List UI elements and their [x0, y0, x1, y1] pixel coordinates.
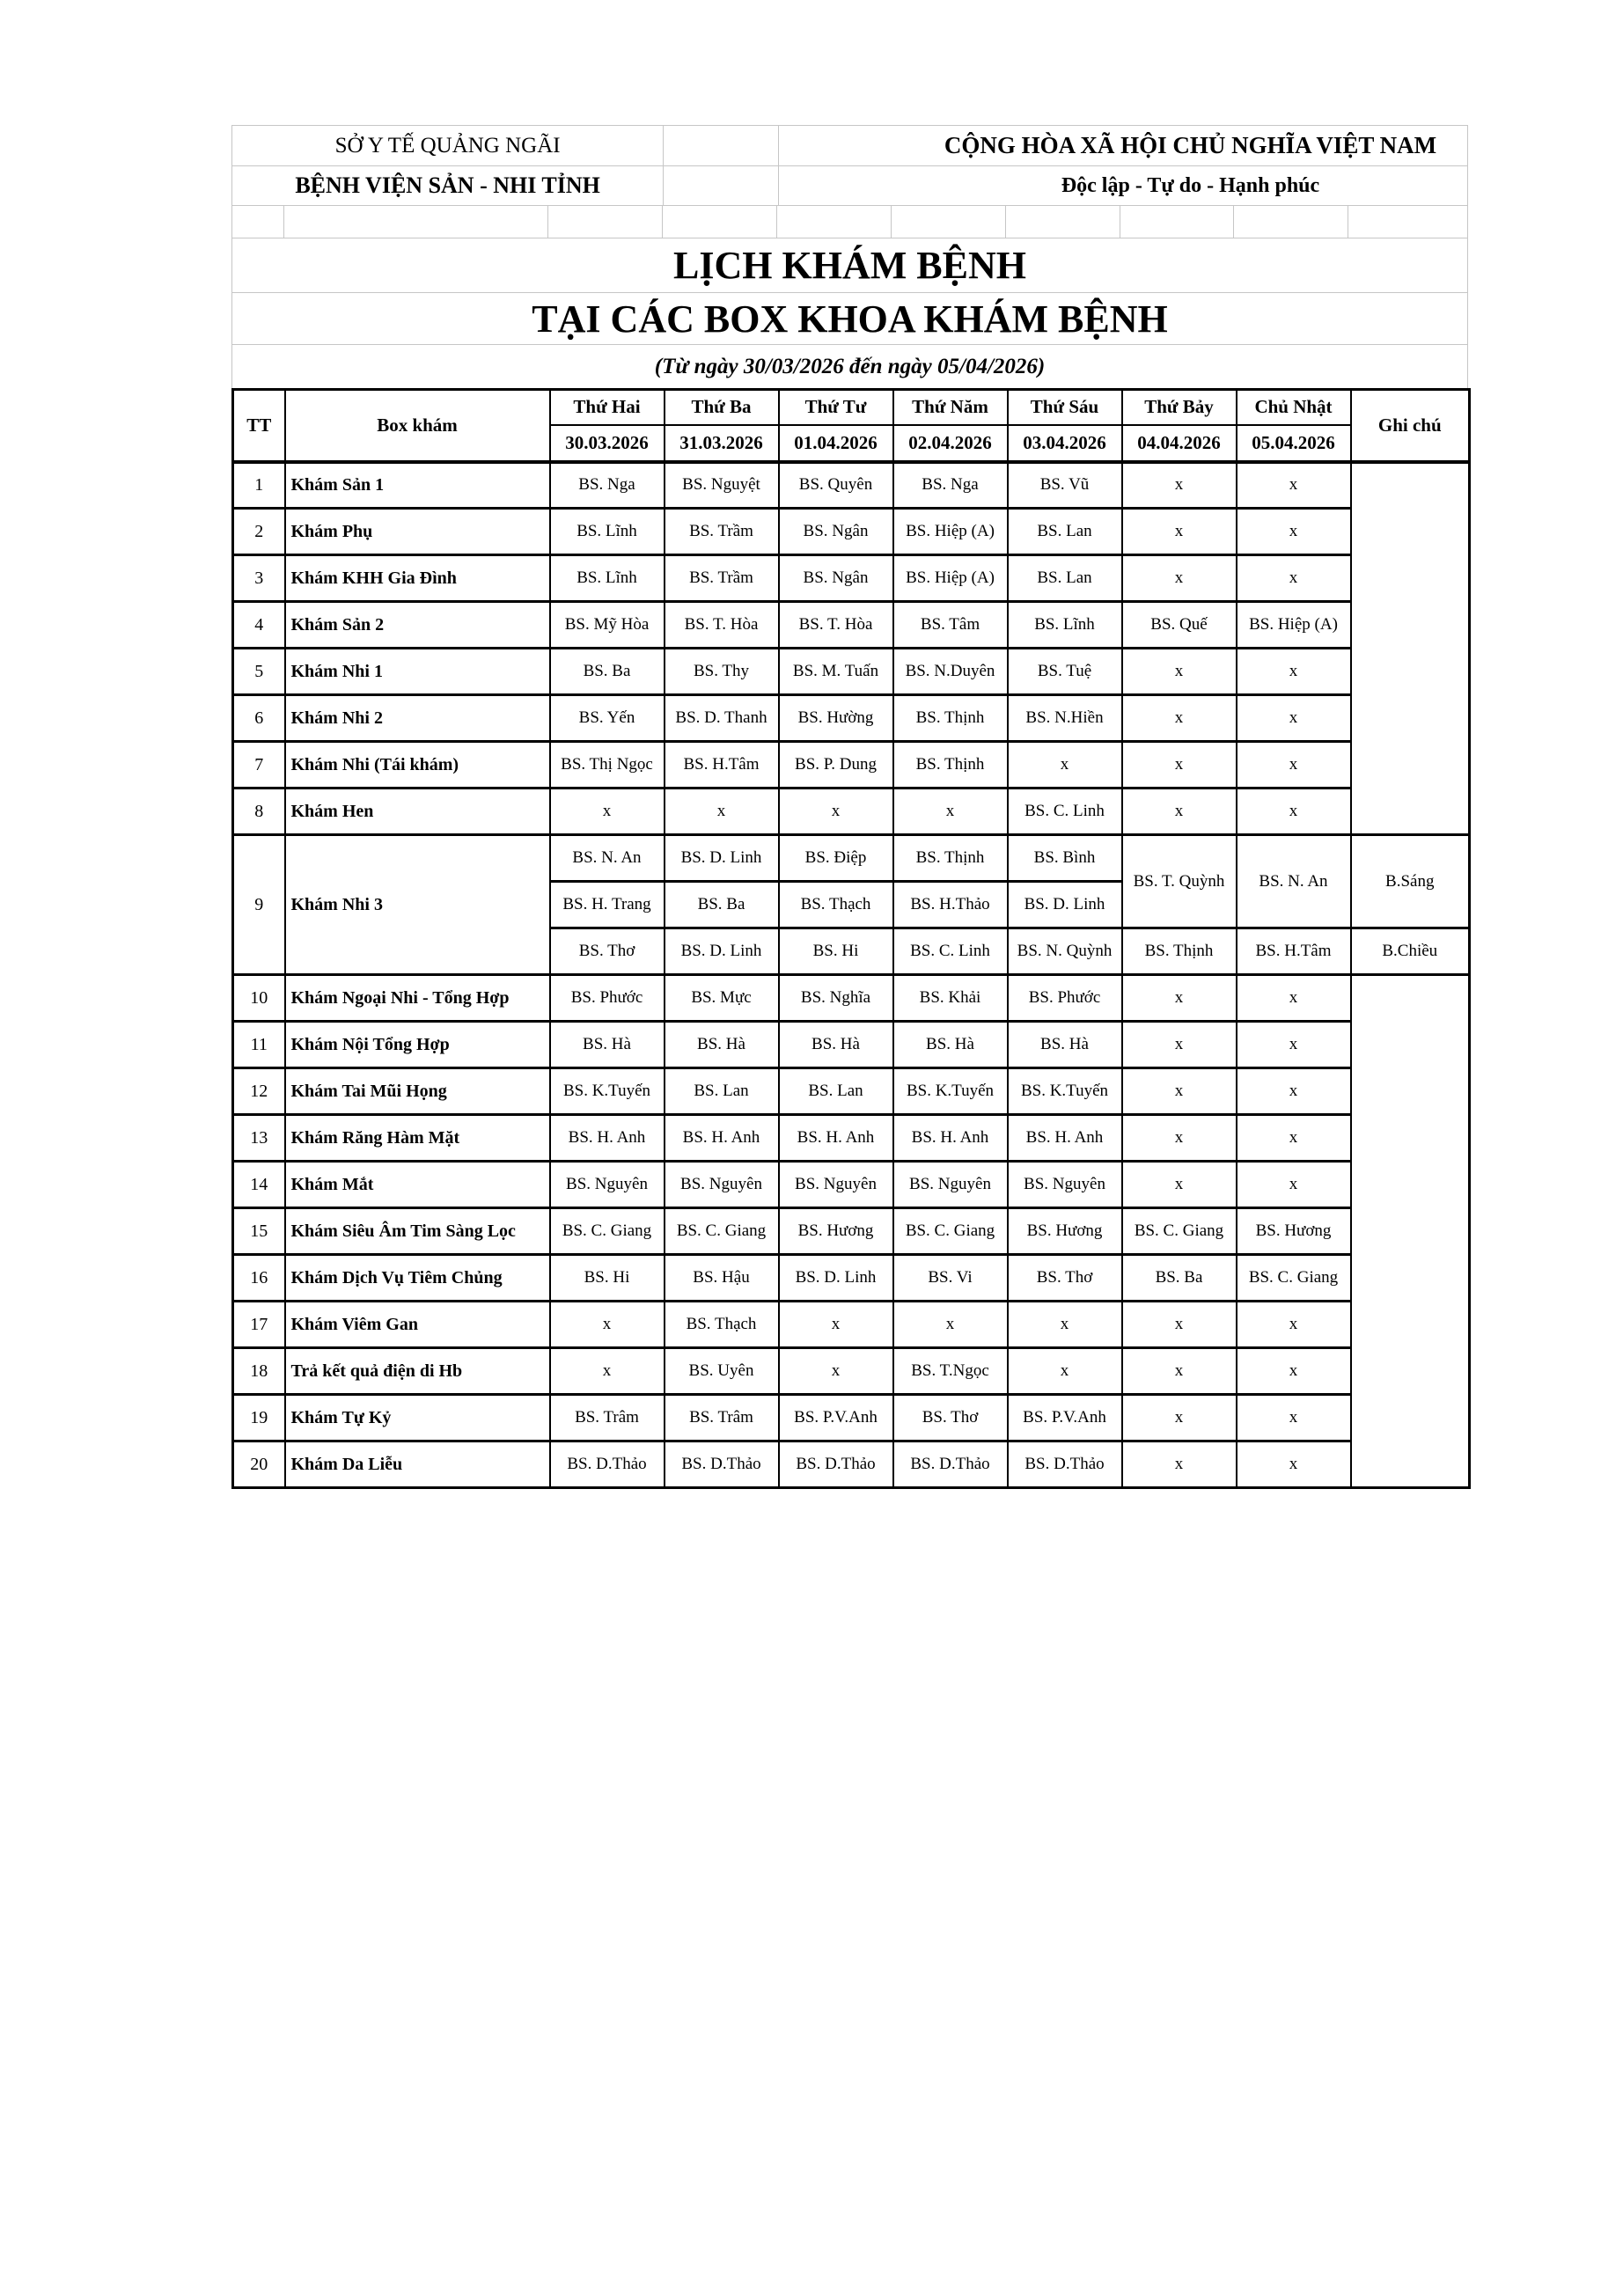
doctor-assignment: BS. T. Hòa: [665, 602, 779, 649]
doctor-assignment: BS. Thịnh: [893, 742, 1008, 789]
doctor-assignment: BS. Uyên: [665, 1348, 779, 1395]
doctor-assignment: x: [1237, 1162, 1351, 1208]
doctor-assignment: BS. P.V.Anh: [1008, 1395, 1122, 1441]
empty-grid-cell: [232, 206, 284, 238]
doctor-assignment: BS. D.Thảo: [665, 1441, 779, 1488]
doctor-assignment: BS. Hà: [550, 1022, 665, 1068]
doctor-assignment: BS. H. Anh: [779, 1115, 893, 1162]
doctor-assignment: BS. M. Tuấn: [779, 649, 893, 695]
doctor-assignment: BS. C. Giang: [1122, 1208, 1237, 1255]
note-empty-cell: [1351, 462, 1470, 835]
clinic-box-name: Khám Phụ: [285, 509, 550, 555]
doctor-assignment: x: [550, 1302, 665, 1348]
row-index: 11: [233, 1022, 285, 1068]
empty-grid-cell: [548, 206, 663, 238]
doctor-assignment: BS. Nguyên: [1008, 1162, 1122, 1208]
doctor-assignment: BS. Mực: [665, 975, 779, 1022]
doctor-assignment: x: [1237, 1022, 1351, 1068]
hospital-name: BỆNH VIỆN SẢN - NHI TỈNH: [232, 166, 664, 205]
doctor-assignment: BS. H. Anh: [893, 1115, 1008, 1162]
health-department-name: SỞ Y TẾ QUẢNG NGÃI: [232, 126, 664, 165]
clinic-box-name: Trả kết quả điện di Hb: [285, 1348, 550, 1395]
doctor-assignment: BS. K.Tuyến: [893, 1068, 1008, 1115]
clinic-box-name: Khám Mắt: [285, 1162, 550, 1208]
doctor-assignment: x: [1237, 509, 1351, 555]
doctor-assignment: x: [1122, 649, 1237, 695]
row-index: 10: [233, 975, 285, 1022]
doctor-assignment: BS. Hương: [1008, 1208, 1122, 1255]
doctor-assignment: x: [1237, 789, 1351, 835]
date-header-wednesday: 01.04.2026: [779, 425, 893, 462]
doctor-assignment: BS. T.Ngọc: [893, 1348, 1008, 1395]
doctor-assignment: BS. C. Linh: [893, 928, 1008, 975]
doctor-assignment: x: [779, 1302, 893, 1348]
doctor-assignment: BS. Tuệ: [1008, 649, 1122, 695]
doctor-assignment: x: [1237, 555, 1351, 602]
doctor-assignment: BS. Hà: [1008, 1022, 1122, 1068]
doctor-assignment: BS. Hường: [779, 695, 893, 742]
doctor-assignment: BS. Ngân: [779, 555, 893, 602]
schedule-row: [233, 462, 1470, 509]
row-index: 19: [233, 1395, 285, 1441]
schedule-row: [233, 1255, 1470, 1302]
schedule-row: [233, 1348, 1470, 1395]
schedule-row: [233, 789, 1470, 835]
letterhead-empty-cell: [664, 166, 779, 205]
doctor-assignment: BS. H. Trang: [550, 882, 665, 928]
column-header-tt: TT: [233, 390, 285, 462]
national-motto: Độc lập - Tự do - Hạnh phúc: [1061, 173, 1320, 197]
doctor-assignment: BS. Lĩnh: [550, 509, 665, 555]
doctor-assignment: BS. Ba: [550, 649, 665, 695]
doctor-assignment: BS. Lan: [1008, 509, 1122, 555]
doctor-assignment: x: [779, 1348, 893, 1395]
doctor-assignment: BS. Mỹ Hòa: [550, 602, 665, 649]
empty-grid-cell: [284, 206, 549, 238]
doctor-assignment: BS. H. Anh: [550, 1115, 665, 1162]
empty-grid-row: [231, 205, 1468, 238]
doctor-assignment: x: [1237, 1348, 1351, 1395]
day-header-monday: Thứ Hai: [550, 390, 665, 425]
schedule-row: [233, 1441, 1470, 1488]
row-index: 7: [233, 742, 285, 789]
doctor-assignment: BS. Nga: [893, 462, 1008, 509]
row-index: 3: [233, 555, 285, 602]
doctor-assignment: x: [1122, 1162, 1237, 1208]
schedule-row: [233, 1115, 1470, 1162]
doctor-assignment: x: [1122, 975, 1237, 1022]
doctor-assignment: x: [1237, 742, 1351, 789]
doctor-assignment: BS. Lan: [779, 1068, 893, 1115]
title-row-2: [231, 292, 1468, 344]
schedule-row: [233, 1068, 1470, 1115]
doctor-assignment: BS. C. Linh: [1008, 789, 1122, 835]
doctor-assignment: x: [1122, 1441, 1237, 1488]
schedule-row: [233, 1162, 1470, 1208]
empty-grid-cell: [892, 206, 1006, 238]
doctor-assignment: BS. Hi: [779, 928, 893, 975]
doctor-assignment: BS. Thạch: [665, 1302, 779, 1348]
doctor-assignment: x: [1237, 1068, 1351, 1115]
empty-grid-cell: [1234, 206, 1348, 238]
empty-grid-cell: [663, 206, 777, 238]
clinic-box-name: Khám Da Liễu: [285, 1441, 550, 1488]
doctor-assignment: BS. K.Tuyến: [1008, 1068, 1122, 1115]
row-index: 6: [233, 695, 285, 742]
doctor-assignment: BS. Khải: [893, 975, 1008, 1022]
doctor-assignment: x: [1122, 509, 1237, 555]
doctor-assignment: BS. D. Linh: [665, 928, 779, 975]
date-header-thursday: 02.04.2026: [893, 425, 1008, 462]
day-header-thursday: Thứ Năm: [893, 390, 1008, 425]
doctor-assignment: BS. P.V.Anh: [779, 1395, 893, 1441]
schedule-row: [233, 555, 1470, 602]
doctor-assignment: x: [1237, 695, 1351, 742]
row-index: 9: [233, 835, 285, 975]
doctor-assignment: BS. Thơ: [893, 1395, 1008, 1441]
day-header-friday: Thứ Sáu: [1008, 390, 1122, 425]
doctor-assignment: BS. T. Hòa: [779, 602, 893, 649]
clinic-box-name: Khám Nội Tổng Hợp: [285, 1022, 550, 1068]
doctor-assignment: BS. Nguyên: [779, 1162, 893, 1208]
doctor-assignment: x: [1122, 1302, 1237, 1348]
doctor-assignment: BS. Hà: [665, 1022, 779, 1068]
row-index: 18: [233, 1348, 285, 1395]
doctor-assignment: x: [1237, 1441, 1351, 1488]
row-index: 20: [233, 1441, 285, 1488]
page-subtitle: TẠI CÁC BOX KHOA KHÁM BỆNH: [532, 297, 1168, 341]
doctor-assignment: BS. Hi: [550, 1255, 665, 1302]
clinic-box-name: Khám Dịch Vụ Tiêm Chủng: [285, 1255, 550, 1302]
doctor-assignment: BS. Trâm: [550, 1395, 665, 1441]
title-row-3: [231, 344, 1468, 388]
row-index: 4: [233, 602, 285, 649]
date-header-monday: 30.03.2026: [550, 425, 665, 462]
doctor-assignment: x: [1122, 462, 1237, 509]
schedule-row: [233, 975, 1470, 1022]
doctor-assignment: BS. Hà: [893, 1022, 1008, 1068]
doctor-assignment: BS. Nghĩa: [779, 975, 893, 1022]
doctor-assignment: BS. Lan: [1008, 555, 1122, 602]
doctor-assignment: x: [1237, 462, 1351, 509]
doctor-assignment: BS. Lĩnh: [550, 555, 665, 602]
doctor-assignment: x: [893, 789, 1008, 835]
schedule-table: [231, 388, 1471, 1489]
schedule-row: [233, 1022, 1470, 1068]
doctor-assignment: x: [1122, 1348, 1237, 1395]
date-header-saturday: 04.04.2026: [1122, 425, 1237, 462]
row-index: 14: [233, 1162, 285, 1208]
letterhead-row-1: [231, 125, 1468, 165]
clinic-box-name: Khám Sản 1: [285, 462, 550, 509]
doctor-assignment: BS. Nguyên: [893, 1162, 1008, 1208]
doctor-assignment: BS. N.Duyên: [893, 649, 1008, 695]
letterhead-empty-cell: [664, 126, 779, 165]
doctor-assignment: BS. Nguyên: [550, 1162, 665, 1208]
row-index: 13: [233, 1115, 285, 1162]
doctor-assignment: x: [779, 789, 893, 835]
row-index: 1: [233, 462, 285, 509]
doctor-assignment: x: [1122, 1395, 1237, 1441]
note-afternoon: B.Chiều: [1351, 928, 1470, 975]
clinic-box-name: Khám Nhi 2: [285, 695, 550, 742]
doctor-assignment: BS. Vũ: [1008, 462, 1122, 509]
doctor-assignment: BS. Hậu: [665, 1255, 779, 1302]
row-index: 15: [233, 1208, 285, 1255]
empty-grid-cell: [1006, 206, 1120, 238]
doctor-assignment: BS. Thị Ngọc: [550, 742, 665, 789]
doctor-assignment: BS. Ba: [665, 882, 779, 928]
doctor-assignment: x: [1122, 695, 1237, 742]
doctor-assignment: BS. D. Thanh: [665, 695, 779, 742]
clinic-box-name: Khám Nhi 1: [285, 649, 550, 695]
doctor-assignment: BS. C. Giang: [1237, 1255, 1351, 1302]
doctor-assignment: BS. Thịnh: [893, 695, 1008, 742]
column-header-note: Ghi chú: [1351, 390, 1470, 462]
row-index: 12: [233, 1068, 285, 1115]
row-index: 5: [233, 649, 285, 695]
doctor-assignment: BS. Vi: [893, 1255, 1008, 1302]
schedule-row: [233, 602, 1470, 649]
doctor-assignment: BS. Hiệp (A): [893, 509, 1008, 555]
doctor-assignment: BS. Trầm: [665, 555, 779, 602]
doctor-assignment: BS. H.Tâm: [665, 742, 779, 789]
doctor-assignment: x: [1122, 789, 1237, 835]
doctor-assignment: BS. H.Tâm: [1237, 928, 1351, 975]
doctor-assignment: x: [1237, 649, 1351, 695]
doctor-assignment: BS. Thịnh: [893, 835, 1008, 882]
day-header-wednesday: Thứ Tư: [779, 390, 893, 425]
doctor-assignment: BS. D.Thảo: [779, 1441, 893, 1488]
national-title: CỘNG HÒA XÃ HỘI CHỦ NGHĨA VIỆT NAM: [944, 132, 1437, 158]
doctor-assignment: BS. Thạch: [779, 882, 893, 928]
doctor-assignment: BS. Điệp: [779, 835, 893, 882]
note-morning: B.Sáng: [1351, 835, 1470, 928]
doctor-assignment: BS. Hà: [779, 1022, 893, 1068]
doctor-assignment: x: [550, 1348, 665, 1395]
doctor-assignment: x: [1237, 1115, 1351, 1162]
page-title: LỊCH KHÁM BỆNH: [673, 244, 1026, 287]
doctor-assignment: BS. Hiệp (A): [893, 555, 1008, 602]
date-header-sunday: 05.04.2026: [1237, 425, 1351, 462]
schedule-date-range: (Từ ngày 30/03/2026 đến ngày 05/04/2026): [654, 354, 1046, 378]
day-header-saturday: Thứ Bảy: [1122, 390, 1237, 425]
date-header-friday: 03.04.2026: [1008, 425, 1122, 462]
doctor-assignment: BS. Hương: [1237, 1208, 1351, 1255]
doctor-assignment: x: [893, 1302, 1008, 1348]
day-header-tuesday: Thứ Ba: [665, 390, 779, 425]
doctor-assignment: BS. D. Linh: [779, 1255, 893, 1302]
schedule-row: [233, 835, 1470, 882]
doctor-assignment: BS. Trầm: [665, 509, 779, 555]
clinic-box-name: Khám KHH Gia Đình: [285, 555, 550, 602]
doctor-assignment: BS. D. Linh: [1008, 882, 1122, 928]
doctor-assignment: BS. D.Thảo: [1008, 1441, 1122, 1488]
clinic-box-name: Khám Ngoại Nhi - Tổng Hợp: [285, 975, 550, 1022]
empty-grid-cell: [1348, 206, 1467, 238]
doctor-assignment: BS. N. Quỳnh: [1008, 928, 1122, 975]
doctor-assignment: BS. Lan: [665, 1068, 779, 1115]
doctor-assignment: BS. N. An: [1237, 835, 1351, 928]
clinic-box-name: Khám Tai Mũi Họng: [285, 1068, 550, 1115]
doctor-assignment: BS. Lĩnh: [1008, 602, 1122, 649]
doctor-assignment: BS. K.Tuyến: [550, 1068, 665, 1115]
doctor-assignment: BS. Hương: [779, 1208, 893, 1255]
doctor-assignment: BS. Phước: [1008, 975, 1122, 1022]
doctor-assignment: BS. Nga: [550, 462, 665, 509]
doctor-assignment: BS. Phước: [550, 975, 665, 1022]
clinic-box-name: Khám Hen: [285, 789, 550, 835]
doctor-assignment: BS. Thy: [665, 649, 779, 695]
doctor-assignment: BS. Thơ: [1008, 1255, 1122, 1302]
doctor-assignment: BS. Ba: [1122, 1255, 1237, 1302]
doctor-assignment: x: [1122, 1022, 1237, 1068]
clinic-box-name: Khám Nhi (Tái khám): [285, 742, 550, 789]
doctor-assignment: BS. Thơ: [550, 928, 665, 975]
doctor-assignment: x: [1122, 1115, 1237, 1162]
doctor-assignment: x: [1122, 555, 1237, 602]
doctor-assignment: x: [1122, 742, 1237, 789]
clinic-box-name: Khám Viêm Gan: [285, 1302, 550, 1348]
doctor-assignment: BS. Ngân: [779, 509, 893, 555]
empty-grid-cell: [777, 206, 892, 238]
empty-grid-cell: [1120, 206, 1235, 238]
doctor-assignment: BS. N. An: [550, 835, 665, 882]
schedule-row: [233, 649, 1470, 695]
doctor-assignment: BS. P. Dung: [779, 742, 893, 789]
schedule-row: [233, 1302, 1470, 1348]
letterhead-row-2: [231, 165, 1468, 205]
doctor-assignment: x: [1008, 1302, 1122, 1348]
doctor-assignment: BS. D.Thảo: [550, 1441, 665, 1488]
doctor-assignment: BS. D.Thảo: [893, 1441, 1008, 1488]
doctor-assignment: BS. Tâm: [893, 602, 1008, 649]
doctor-assignment: BS. H. Anh: [1008, 1115, 1122, 1162]
doctor-assignment: BS. N.Hiền: [1008, 695, 1122, 742]
doctor-assignment: BS. Thịnh: [1122, 928, 1237, 975]
doctor-assignment: x: [1008, 1348, 1122, 1395]
doctor-assignment: x: [1122, 1068, 1237, 1115]
doctor-assignment: BS. T. Quỳnh: [1122, 835, 1237, 928]
doctor-assignment: BS. D. Linh: [665, 835, 779, 882]
date-header-tuesday: 31.03.2026: [665, 425, 779, 462]
header-row-day-names: [233, 390, 1470, 425]
doctor-assignment: BS. C. Giang: [893, 1208, 1008, 1255]
schedule-row: [233, 1395, 1470, 1441]
doctor-assignment: BS. Bình: [1008, 835, 1122, 882]
doctor-assignment: x: [1237, 1395, 1351, 1441]
doctor-assignment: BS. Trâm: [665, 1395, 779, 1441]
schedule-row: [233, 509, 1470, 555]
doctor-assignment: BS. Hiệp (A): [1237, 602, 1351, 649]
note-empty-cell: [1351, 975, 1470, 1488]
clinic-box-name: Khám Siêu Âm Tim Sàng Lọc: [285, 1208, 550, 1255]
clinic-box-name: Khám Nhi 3: [285, 835, 550, 975]
doctor-assignment: BS. H.Thảo: [893, 882, 1008, 928]
day-header-sunday: Chủ Nhật: [1237, 390, 1351, 425]
doctor-assignment: BS. Quế: [1122, 602, 1237, 649]
doctor-assignment: BS. Nguyệt: [665, 462, 779, 509]
schedule-row: [233, 1208, 1470, 1255]
doctor-assignment: x: [1008, 742, 1122, 789]
column-header-box: Box khám: [285, 390, 550, 462]
clinic-box-name: Khám Tự Kỷ: [285, 1395, 550, 1441]
doctor-assignment: BS. H. Anh: [665, 1115, 779, 1162]
doctor-assignment: x: [550, 789, 665, 835]
doctor-assignment: x: [665, 789, 779, 835]
doctor-assignment: BS. Yến: [550, 695, 665, 742]
doctor-assignment: BS. Quyên: [779, 462, 893, 509]
clinic-box-name: Khám Sản 2: [285, 602, 550, 649]
doctor-assignment: BS. C. Giang: [665, 1208, 779, 1255]
doctor-assignment: BS. C. Giang: [550, 1208, 665, 1255]
doctor-assignment: x: [1237, 975, 1351, 1022]
row-index: 16: [233, 1255, 285, 1302]
clinic-box-name: Khám Răng Hàm Mặt: [285, 1115, 550, 1162]
doctor-assignment: x: [1237, 1302, 1351, 1348]
schedule-row: [233, 695, 1470, 742]
row-index: 8: [233, 789, 285, 835]
schedule-row: [233, 742, 1470, 789]
schedule-table-body: [233, 462, 1470, 1488]
row-index: 2: [233, 509, 285, 555]
title-row-1: [231, 238, 1468, 292]
row-index: 17: [233, 1302, 285, 1348]
doctor-assignment: BS. Nguyên: [665, 1162, 779, 1208]
